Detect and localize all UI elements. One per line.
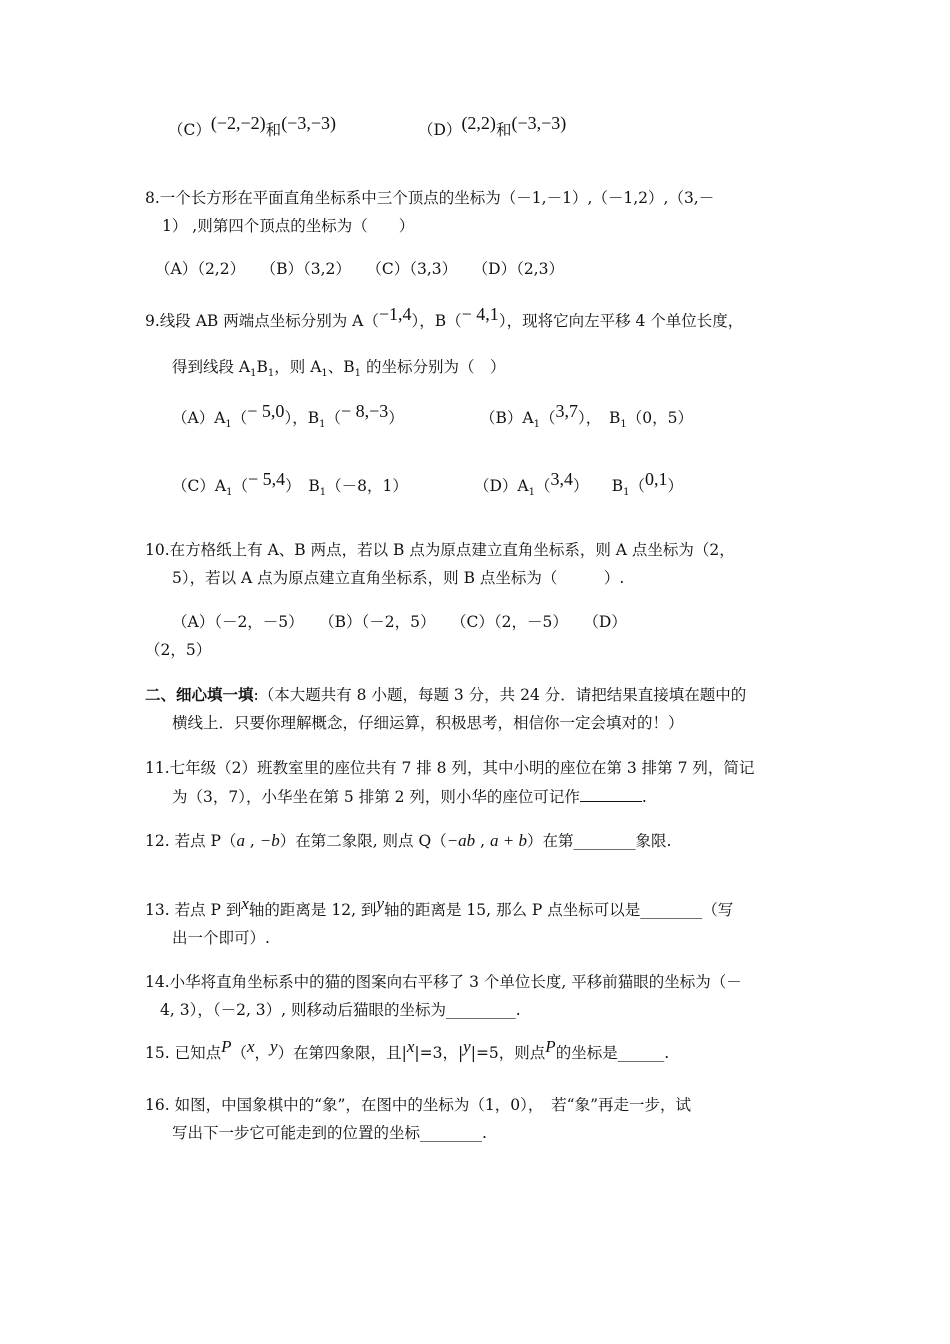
text: ）， B bbox=[577, 409, 621, 427]
text: 的坐标是______. bbox=[555, 1044, 670, 1062]
math-coord: − 4,1 bbox=[461, 304, 499, 324]
text: （ bbox=[231, 409, 248, 427]
text: ， bbox=[254, 1044, 271, 1062]
math-coord: (−2,−2) bbox=[210, 113, 266, 133]
text: （ bbox=[535, 477, 551, 495]
text: ） bbox=[388, 409, 404, 427]
text: 的坐标分别为（ ） bbox=[361, 358, 506, 376]
text: 15. 已知点 bbox=[145, 1044, 222, 1062]
subscript: 1 bbox=[250, 368, 257, 380]
q8-line1: 8.一个长方形在平面直角坐标系中三个顶点的坐标为（－1,－1）,（－1,2）,（3,－ bbox=[145, 189, 715, 207]
math-var: y bbox=[376, 894, 384, 913]
text: ），现将它向左平移 4 个单位长度， bbox=[498, 312, 744, 330]
text: （A）A bbox=[172, 409, 226, 427]
text: 轴的距离是 12, 到 bbox=[248, 901, 377, 919]
math-var: x bbox=[246, 1037, 255, 1056]
text: （ bbox=[231, 1044, 247, 1062]
q16-line1: 16. 如图，中国象棋中的“象”，在图中的坐标为（1，0）， 若“象”再走一步，试 bbox=[145, 1096, 691, 1114]
section2-line2: 横线上．只要你理解概念，仔细运算，积极思考，相信你一定会填对的！） bbox=[172, 714, 684, 732]
q9-option-c bbox=[172, 469, 408, 504]
math-var: P bbox=[221, 1037, 232, 1056]
text: （－8，1） bbox=[326, 477, 408, 495]
q9-option-b bbox=[480, 401, 693, 436]
q11-line2 bbox=[172, 785, 647, 808]
text: 13. 若点 P 到 bbox=[145, 901, 242, 919]
text: ），B bbox=[284, 409, 320, 427]
text: . bbox=[641, 788, 647, 806]
option-label: （C） bbox=[168, 121, 211, 139]
q12 bbox=[145, 830, 671, 852]
q8-options: （A）（2,2） （B）（3,2） （C）（3,3） （D）（2,3） bbox=[155, 260, 564, 278]
subscript: 1 bbox=[321, 368, 328, 380]
subscript: 1 bbox=[319, 487, 327, 499]
math-var: y bbox=[463, 1037, 471, 1056]
math-coord: − 8,−3 bbox=[340, 401, 389, 421]
text: （ bbox=[629, 477, 646, 495]
q14-line2: 4, 3），（－2, 3）, 则移动后猫眼的坐标为_________. bbox=[160, 1001, 521, 1019]
math-coord: (−3,−3) bbox=[511, 113, 567, 133]
q10-options: （A）（－2，－5） （B）（－2，5） （C）（2，－5） （D） bbox=[172, 613, 627, 631]
math-coord: − 5,0 bbox=[247, 401, 285, 421]
math-var: x bbox=[406, 1037, 415, 1056]
text: :（本大题共有 8 小题，每题 3 分，共 24 分．请把结果直接填在题中的 bbox=[253, 686, 747, 704]
math-coord: (2,2) bbox=[461, 113, 496, 133]
q10-options-cont: （2，5） bbox=[145, 641, 212, 659]
subscript: 1 bbox=[620, 419, 627, 431]
text: ），B（ bbox=[411, 312, 462, 330]
q11-line1: 11.七年级（2）班教室里的座位共有 7 排 8 列，其中小明的座位在第 3 排第 7 列，简记 bbox=[145, 759, 755, 777]
q10-line2: 5），若以 A 点为原点建立直角坐标系，则 B 点坐标为（ ）. bbox=[172, 569, 625, 587]
math-coord: 3,4 bbox=[550, 469, 574, 489]
text: （B）A bbox=[480, 409, 534, 427]
q14-line1: 14.小华将直角坐标系中的猫的图案向右平移了 3 个单位长度, 平移前猫眼的坐标为（－ bbox=[145, 973, 742, 991]
math-var: −ab bbox=[446, 831, 476, 850]
text: （ bbox=[325, 409, 341, 427]
math-var: −b bbox=[259, 831, 280, 850]
subscript: 1 bbox=[354, 368, 362, 380]
text: 轴的距离是 15, 那么 P 点坐标可以是________（写 bbox=[383, 901, 734, 919]
q16-line2: 写出下一步它可能走到的位置的坐标________. bbox=[172, 1124, 487, 1142]
text: ） B bbox=[285, 477, 320, 495]
q7-option-c bbox=[168, 113, 336, 141]
q9-line2 bbox=[172, 356, 505, 385]
option-label: （D） bbox=[418, 121, 462, 139]
subscript: 1 bbox=[533, 419, 540, 431]
text: 得到线段 A bbox=[172, 358, 251, 376]
text: 、B bbox=[327, 358, 355, 376]
q13-line1 bbox=[145, 894, 734, 921]
math-coord: −1,4 bbox=[378, 304, 412, 324]
text: ）在第________象限. bbox=[526, 832, 672, 850]
text: , bbox=[475, 832, 490, 850]
text: ） bbox=[667, 477, 684, 495]
text: ） B bbox=[573, 477, 624, 495]
subscript: 1 bbox=[226, 487, 233, 499]
text: |=5，则点 bbox=[470, 1044, 546, 1062]
text: B bbox=[256, 358, 268, 376]
text: , bbox=[244, 832, 260, 850]
math-var: y bbox=[270, 1037, 278, 1056]
q15 bbox=[145, 1037, 670, 1064]
math-coord: (−3,−3) bbox=[281, 113, 336, 133]
math-coord: 3,7 bbox=[555, 401, 578, 421]
text: |=3，| bbox=[414, 1044, 464, 1062]
text: ，则 A bbox=[274, 358, 322, 376]
section-title: 二、细心填一填 bbox=[145, 685, 254, 704]
conjunction: 和 bbox=[265, 121, 282, 139]
math-var: x bbox=[241, 894, 249, 913]
subscript: 1 bbox=[225, 419, 232, 431]
subscript: 1 bbox=[267, 368, 275, 380]
text: （D）A bbox=[474, 477, 529, 495]
q8-line2: 1） ,则第四个顶点的坐标为（ ） bbox=[162, 217, 415, 235]
q9-option-d bbox=[474, 469, 684, 504]
text: 为（3，7），小华坐在第 5 排第 2 列，则小华的座位可记作 bbox=[172, 788, 580, 806]
subscript: 1 bbox=[623, 487, 630, 499]
q13-line2: 出一个即可）. bbox=[172, 929, 270, 947]
subscript: 1 bbox=[319, 419, 326, 431]
text: 12. 若点 P（ bbox=[145, 832, 237, 850]
text: （ bbox=[232, 477, 248, 495]
math-var: a bbox=[236, 831, 245, 850]
text: （C）A bbox=[172, 477, 227, 495]
q7-option-d bbox=[418, 113, 567, 141]
text: （ bbox=[539, 409, 556, 427]
answer-blank[interactable] bbox=[580, 785, 642, 802]
q10-line1: 10.在方格纸上有 A、B 两点，若以 B 点为原点建立直角坐标系，则 A 点坐标为（2， bbox=[145, 541, 735, 559]
math-coord: 0,1 bbox=[645, 469, 668, 489]
math-coord: − 5,4 bbox=[247, 469, 286, 489]
math-var: a + b bbox=[489, 831, 527, 850]
q9-line1 bbox=[145, 304, 744, 332]
conjunction: 和 bbox=[495, 121, 512, 139]
text: ）在第四象限，且| bbox=[277, 1044, 407, 1062]
text: 9.线段 AB 两端点坐标分别为 A（ bbox=[145, 312, 379, 330]
text: （0，5） bbox=[626, 409, 693, 427]
q9-option-a bbox=[172, 401, 404, 436]
math-var: P bbox=[545, 1037, 556, 1056]
section2-header bbox=[145, 684, 746, 706]
text: ）在第二象限, 则点 Q（ bbox=[279, 832, 447, 850]
subscript: 1 bbox=[528, 487, 535, 499]
